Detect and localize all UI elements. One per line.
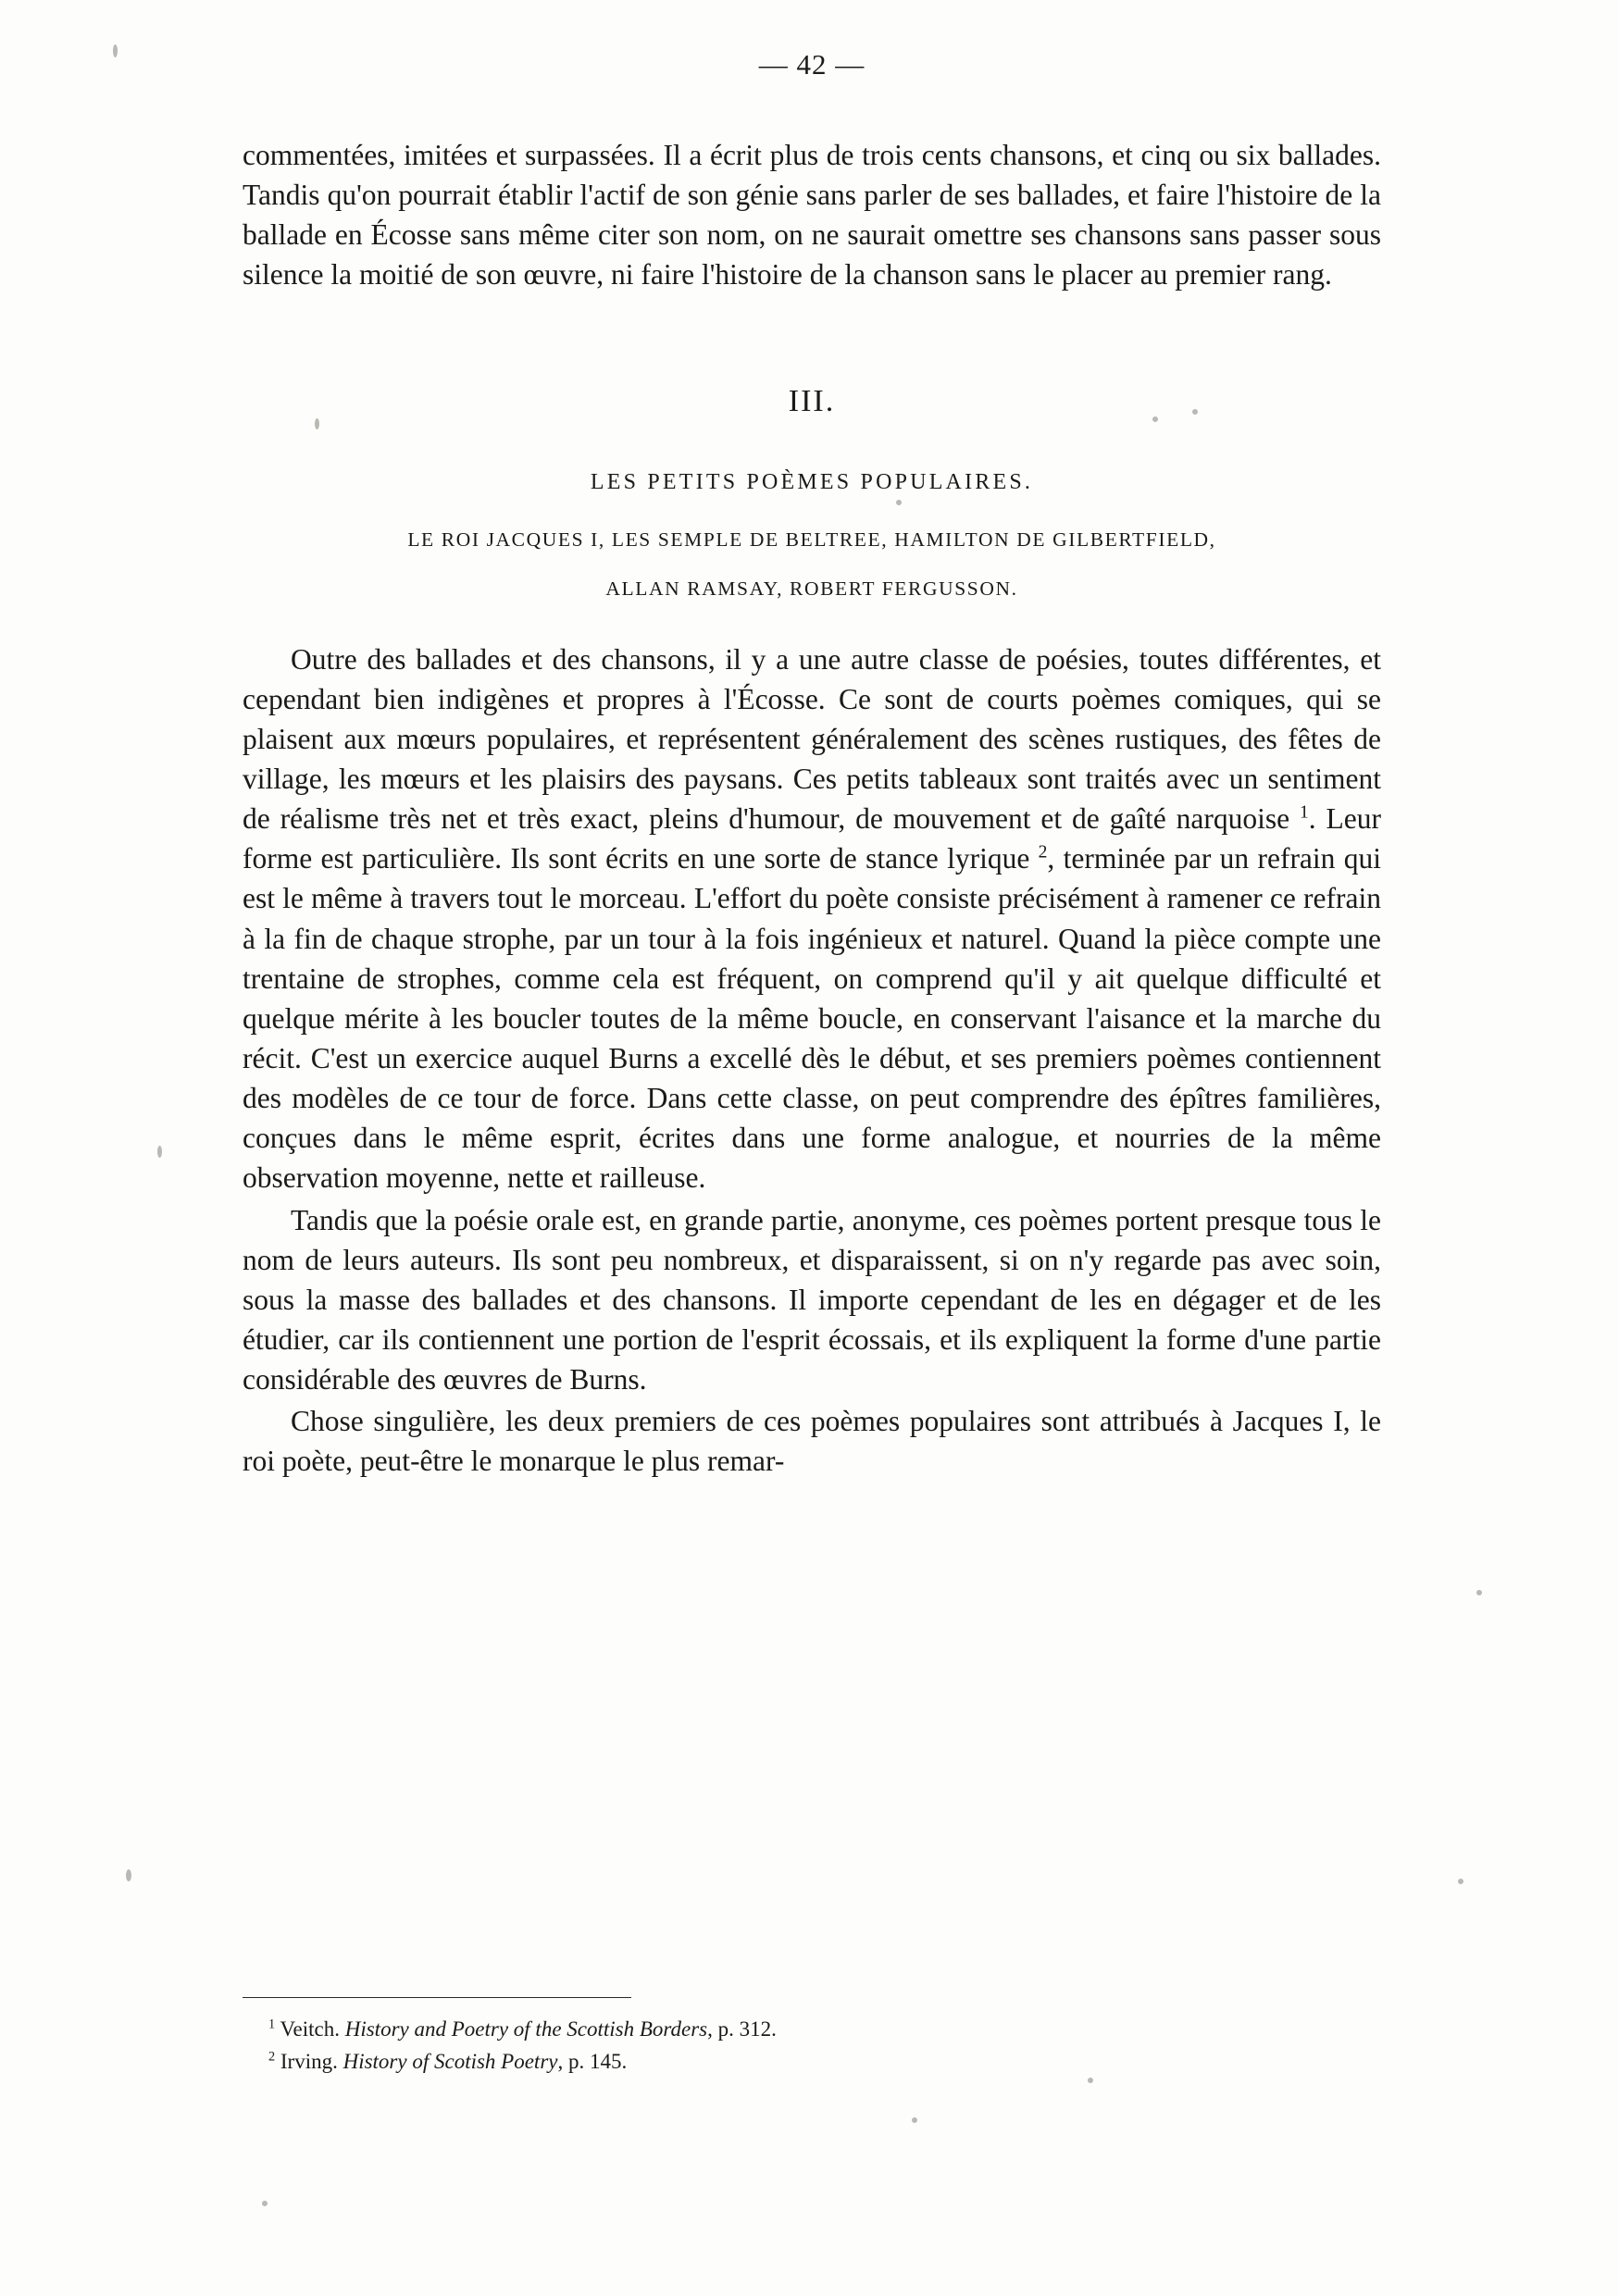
footnote-title: History and Poetry of the Scottish Borders [344, 2017, 708, 2041]
footnote-item [243, 2046, 1381, 2079]
paragraph-1-part-b: . Leur forme est particulière. Ils sont écrits en une sorte de stance lyrique [243, 802, 1381, 875]
page-number: — 42 — [758, 48, 866, 81]
footnote-author: Veitch. [280, 2017, 345, 2041]
page-content [243, 0, 1381, 1482]
paper-speck [1458, 1879, 1463, 1884]
footnote-marker: 2 [268, 2048, 276, 2064]
footnote-tail: , p. 145. [557, 2049, 628, 2073]
paragraph-2: Tandis que la poésie orale est, en grande partie, anonyme, ces poèmes portent presque tous le nom de leurs auteurs. Ils sont peu nombreux, et disparaissent, si on n'y regarde pas avec soin, sous la masse des ballades et des chansons. Il importe cependant de les en dégager et de les étudier, car ils contiennent une portion de l'esprit écossais, et ils expliquent la forme d'une partie considérable des œuvres de Burns. [243, 1203, 1381, 1396]
paper-speck [912, 2117, 917, 2123]
paragraph-3: Chose singulière, les deux premiers de ces poèmes populaires sont attribués à Jacques I, le roi poète, peut-être le monarque le plus remar- [243, 1405, 1381, 1478]
section-subtitle-line-1: LE ROI JACQUES I, LES SEMPLE DE BELTREE, HAMILTON DE GILBERTFIELD, [407, 527, 1216, 551]
footnote-author: Irving. [280, 2049, 343, 2073]
paper-speck [157, 1146, 162, 1158]
footnote-ref-2: 2 [1038, 842, 1048, 863]
body-text [243, 639, 1381, 1482]
section-title: LES PETITS POÈMES POPULAIRES. [590, 469, 1034, 494]
paper-speck [1476, 1590, 1482, 1595]
footnote-title: History of Scotish Poetry [342, 2049, 558, 2073]
paragraph-1-part-c: , terminée par un refrain qui est le même à travers tout le morceau. L'effort du poète consiste précisément à ramener ce refrain à la fin de chaque strophe, par un tour à la fois ingénieux et naturel. Quand la pièce compte une trentaine de strophes, comme cela est fréquent, on comprend qu'il y ait quelque difficulté et quelque mérite à les boucler toutes de la même boucle, en conservant l'aisance et la marche du récit. C'est un exercice auquel Burns a excellé dès le début, et ses premiers poèmes contiennent des modèles de ce tour de force. Dans cette classe, on peut comprendre des épîtres familières, conçues dans le même esprit, écrites dans une forme analogue, et nourries de la même observation moyenne, nette et railleuse. [243, 842, 1381, 1195]
continued-paragraph: commentées, imitées et surpassées. Il a écrit plus de trois cents chansons, et cinq ou six ballades. Tandis qu'on pourrait établir l'actif de son génie sans parler de ses ballades, et faire l'histoire de la ballade en Écosse sans même citer son nom, on ne saurait omettre ses chansons sans passer sous silence la moitié de son œuvre, ni faire l'histoire de la chanson sans le placer au premier rang. [243, 139, 1381, 292]
footnote-separator [243, 1997, 631, 1998]
paragraph-1-part-a: Outre des ballades et des chansons, il y a une autre classe de poésies, toutes différentes, et cependant bien indigènes et propres à l'Écosse. Ce sont de courts poèmes comiques, qui se plaisent aux mœurs populaires, et représentent généralement des scènes rustiques, des fêtes de village, les mœurs et les plaisirs des paysans. Ces petits tableaux sont traités avec un sentiment de réalisme très net et très exact, pleins d'humour, de mouvement et de gaîté narquoise [243, 642, 1381, 836]
paragraph-1 [243, 639, 1381, 1198]
footnote-marker: 1 [268, 2017, 276, 2032]
footnote-ref-1: 1 [1300, 802, 1309, 823]
paper-speck [113, 44, 118, 57]
paper-speck [126, 1869, 131, 1881]
footnote-tail: , p. 312. [707, 2017, 777, 2041]
footnote-item [243, 2014, 1381, 2046]
paper-speck [1088, 2078, 1093, 2083]
section-subtitle-line-2: ALLAN RAMSAY, ROBERT FERGUSSON. [605, 577, 1018, 600]
paper-speck [262, 2201, 268, 2206]
footnotes [243, 2014, 1381, 2078]
section-number: III. [788, 383, 836, 418]
